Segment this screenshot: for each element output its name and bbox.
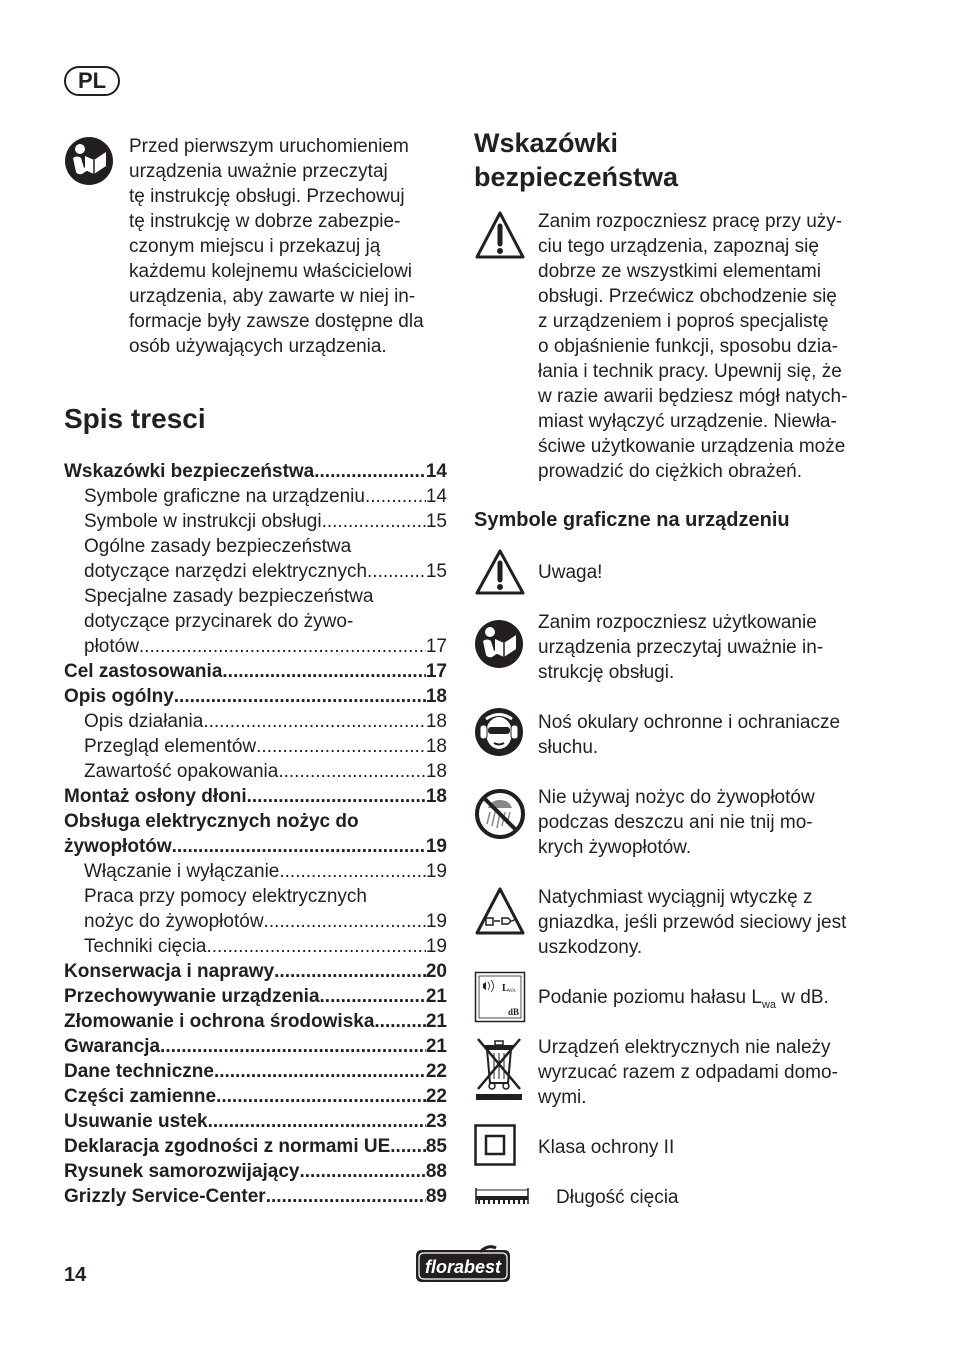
toc-entry	[64, 1084, 447, 1109]
class-ii-icon	[474, 1124, 516, 1166]
intro-line: czonym miejscu i przekazuj ją	[129, 236, 381, 257]
intro-line: osób używających urządzenia.	[129, 336, 387, 357]
toc-entry	[64, 734, 447, 759]
noise-icon-lwa: L	[502, 983, 509, 994]
noise-subscript: wa	[761, 998, 776, 1011]
toc-entry-page: 19	[425, 861, 447, 882]
symbol-line: gniazdka, jeśli przewód sieciowy jest	[538, 912, 847, 933]
toc-entry-page: 19	[425, 836, 447, 857]
toc-entry-title: Symbole w instrukcji obsługi	[84, 511, 322, 532]
toc-entry	[64, 1034, 447, 1059]
toc-dots	[365, 484, 426, 509]
safety-line: Zanim rozpoczniesz pracę przy uży-	[538, 211, 843, 232]
toc-entry	[64, 559, 447, 584]
toc-dots	[278, 759, 426, 784]
symbol-line: Urządzeń elektrycznych nie należy	[538, 1037, 831, 1058]
toc-entry-page: 18	[425, 761, 447, 782]
toc-dots	[367, 559, 426, 584]
toc-entry-page: 20	[425, 961, 447, 982]
symbol-line: urządzenia przeczytaj uważnie in-	[538, 637, 824, 658]
symbol-text-eye-ear	[538, 710, 840, 760]
florabest-logo	[410, 1244, 516, 1286]
toc-entry-page: 17	[425, 661, 447, 682]
language-badge: PL	[64, 66, 120, 96]
toc-entry	[64, 634, 447, 659]
toc-dots	[139, 634, 426, 659]
toc-entry-title: Przechowywanie urządzenia	[64, 986, 320, 1007]
toc-dots	[314, 459, 426, 484]
toc-entry	[64, 784, 447, 809]
toc-dots	[208, 1109, 426, 1134]
read-manual-icon	[474, 619, 524, 669]
safety-line: miast wyłączyć urządzenie. Niewła-	[538, 411, 837, 432]
toc-entry-page: 22	[425, 1086, 447, 1107]
symbol-line: uszkodzony.	[538, 937, 643, 958]
toc-dots	[374, 1009, 425, 1034]
logo-text: florabest	[424, 1257, 502, 1277]
toc-entry-page: 15	[425, 561, 447, 582]
toc-entry-title: Dane techniczne	[64, 1061, 214, 1082]
toc-entry-page: 89	[425, 1186, 447, 1207]
toc-dots	[279, 859, 426, 884]
toc-entry-title: Deklaracja zgodności z normami UE	[64, 1136, 391, 1157]
symbol-line: wymi.	[538, 1087, 587, 1108]
intro-line: Przed pierwszym uruchomieniem	[129, 136, 409, 157]
toc-entry-line: dotyczące przycinarek do żywo-	[84, 611, 354, 632]
safety-line: prowadzić do ciężkich obrażeń.	[538, 461, 803, 482]
toc-entry-line: Obsługa elektrycznych nożyc do	[64, 811, 359, 832]
warning-triangle-icon	[474, 210, 526, 260]
toc-dots	[203, 709, 426, 734]
toc-title: Spis tresci	[64, 403, 206, 434]
weee-bin-icon	[474, 1037, 524, 1103]
symbol-line: Zanim rozpoczniesz użytkowanie	[538, 612, 817, 633]
toc-entry	[64, 1059, 447, 1084]
intro-text	[129, 134, 449, 359]
toc-dots	[216, 1084, 426, 1109]
toc-entry	[64, 1109, 447, 1134]
toc-entry	[64, 834, 447, 859]
toc-entry-line: Ogólne zasady bezpieczeństwa	[84, 536, 352, 557]
toc-entry	[64, 509, 447, 534]
intro-line: urządzenia, aby zawarte w niej in-	[129, 286, 416, 307]
toc-entry	[64, 659, 447, 684]
toc-entry-page: 15	[425, 511, 447, 532]
toc-entry-title: Opis działania	[84, 711, 204, 732]
toc-dots	[390, 1134, 426, 1159]
safety-line: dobrze ze wszystkimi elementami	[538, 261, 821, 282]
toc-entry-title: Gwarancja	[64, 1036, 161, 1057]
safety-line: ciu tego urządzenia, zapoznaj się	[538, 236, 819, 257]
toc-entry-title: Przegląd elementów	[84, 736, 257, 757]
toc-entry	[64, 1184, 447, 1209]
toc-entry-title: Włączanie i wyłączanie	[84, 861, 280, 882]
noise-icon-db: dB	[508, 1007, 520, 1017]
toc-entry-page: 21	[425, 986, 447, 1007]
symbol-text-no-rain	[538, 785, 815, 860]
toc-dots	[256, 734, 426, 759]
toc-entry-title: płotów	[84, 636, 139, 657]
toc-dots	[322, 509, 426, 534]
unplug-warning-icon	[474, 886, 526, 936]
toc-entry-page: 19	[425, 911, 447, 932]
toc-entry	[64, 959, 447, 984]
toc-entry-title: Usuwanie ustek	[64, 1111, 208, 1132]
symbol-line: Klasa ochrony II	[538, 1137, 675, 1158]
symbol-line: Noś okulary ochronne i ochraniacze	[538, 712, 841, 733]
toc-entry	[64, 684, 447, 709]
toc-entry-page: 17	[425, 636, 447, 657]
toc-entry-page: 21	[425, 1036, 447, 1057]
symbol-text-cutting-length	[556, 1185, 679, 1210]
page-number: 14	[64, 1264, 87, 1286]
table-of-contents	[64, 459, 447, 1209]
symbol-line: Nie używaj nożyc do żywopłotów	[538, 787, 815, 808]
noise-level-icon	[474, 971, 526, 1023]
toc-entry-title: Techniki cięcia	[84, 936, 207, 957]
toc-dots	[172, 834, 426, 859]
toc-entry	[64, 1009, 447, 1034]
symbol-line: podczas deszczu ani nie tnij mo-	[538, 812, 813, 833]
toc-dots	[207, 934, 426, 959]
cutting-length-icon	[472, 1184, 532, 1208]
toc-entry-page: 18	[425, 686, 447, 707]
intro-line: urządzenia uważnie przeczytaj	[129, 161, 388, 182]
intro-line: tę instrukcję obsługi. Przechowuj	[129, 186, 405, 207]
symbol-text-noise	[538, 985, 829, 1018]
toc-entry-title: Cel zastosowania	[64, 661, 223, 682]
toc-entry-title: żywopłotów	[64, 836, 172, 857]
symbols-title: Symbole graficzne na urządzeniu	[474, 509, 790, 531]
symbol-text-read-manual	[538, 610, 823, 685]
safety-title-line-2: bezpieczeństwa	[474, 162, 679, 192]
symbol-line: Natychmiast wyciągnij wtyczkę z	[538, 887, 813, 908]
toc-entry-page: 18	[425, 736, 447, 757]
safety-line: łania i technik pracy. Upewnij się, że	[538, 361, 842, 382]
toc-entry-page: 14	[425, 461, 447, 482]
toc-entry-title: Symbole graficzne na urządzeniu	[84, 486, 365, 507]
toc-entry	[64, 759, 447, 784]
toc-entry	[64, 909, 447, 934]
noise-suffix: w dB.	[776, 987, 829, 1008]
toc-dots	[174, 684, 426, 709]
toc-entry-page: 88	[425, 1161, 447, 1182]
toc-entry-title: Rysunek samorozwijający	[64, 1161, 300, 1182]
toc-entry-title: Złomowanie i ochrona środowiska	[64, 1011, 375, 1032]
toc-entry	[64, 1159, 447, 1184]
toc-entry-title: Wskazówki bezpieczeństwa	[64, 461, 315, 482]
toc-entry-page: 18	[425, 711, 447, 732]
toc-entry-page: 14	[425, 486, 447, 507]
toc-dots	[264, 909, 426, 934]
toc-entry-title: nożyc do żywopłotów	[84, 911, 264, 932]
toc-entry-page: 18	[425, 786, 447, 807]
eye-ear-protection-icon	[474, 707, 524, 757]
intro-line: formacje były zawsze dostępne dla	[129, 311, 424, 332]
toc-entry-page: 19	[425, 936, 447, 957]
symbol-line: krych żywopłotów.	[538, 837, 692, 858]
safety-title	[474, 126, 678, 194]
safety-paragraph	[538, 209, 868, 484]
toc-entry-title: Grizzly Service-Center	[64, 1186, 266, 1207]
symbol-line: słuchu.	[538, 737, 599, 758]
toc-entry-title: Montaż osłony dłoni	[64, 786, 247, 807]
no-rain-icon	[474, 788, 526, 840]
symbol-text-warning	[538, 560, 602, 585]
toc-dots	[300, 1159, 426, 1184]
symbol-line: Długość cięcia	[556, 1187, 679, 1208]
toc-entry-page: 22	[425, 1061, 447, 1082]
toc-entry-page: 21	[425, 1011, 447, 1032]
toc-entry-page: 23	[425, 1111, 447, 1132]
toc-entry	[64, 934, 447, 959]
toc-entry-title: Zawartość opakowania	[84, 761, 279, 782]
symbol-text-unplug	[538, 885, 846, 960]
toc-entry	[64, 984, 447, 1009]
toc-entry	[64, 709, 447, 734]
safety-line: z urządzeniem i poproś specjalistę	[538, 311, 829, 332]
symbol-line: wyrzucać razem z odpadami domo-	[538, 1062, 838, 1083]
intro-line: każdemu kolejnemu właścicielowi	[129, 261, 413, 282]
toc-entry-title: Konserwacja i naprawy	[64, 961, 275, 982]
safety-line: w razie awarii będziesz mógł natych-	[538, 386, 848, 407]
toc-entry	[64, 1134, 447, 1159]
toc-entry-title: Części zamienne	[64, 1086, 217, 1107]
toc-dots	[222, 659, 425, 684]
read-manual-icon	[64, 136, 114, 186]
safety-line: ściwe użytkowanie urządzenia może	[538, 436, 846, 457]
toc-entry-title: Opis ogólny	[64, 686, 174, 707]
noise-text: Podanie poziomu hałasu L	[538, 987, 762, 1008]
toc-dots	[274, 959, 426, 984]
toc-entry-title: dotyczące narzędzi elektrycznych	[84, 561, 368, 582]
toc-dots	[160, 1034, 426, 1059]
warning-triangle-icon	[474, 548, 526, 596]
symbol-text-weee	[538, 1035, 838, 1110]
toc-dots	[247, 784, 426, 809]
toc-entry	[64, 459, 447, 484]
toc-dots	[320, 984, 426, 1009]
symbol-text-class-ii	[538, 1135, 674, 1160]
toc-entry	[64, 859, 447, 884]
toc-entry	[64, 484, 447, 509]
intro-line: tę instrukcję w dobrze zabezpie-	[129, 211, 401, 232]
toc-entry-page: 85	[425, 1136, 447, 1157]
toc-entry-line: Specjalne zasady bezpieczeństwa	[84, 586, 374, 607]
toc-entry-line: Praca przy pomocy elektrycznych	[84, 886, 367, 907]
safety-title-line-1: Wskazówki	[474, 128, 619, 158]
toc-dots	[266, 1184, 426, 1209]
safety-line: o objaśnienie funkcji, sposobu dzia-	[538, 336, 838, 357]
safety-line: obsługi. Przećwicz obchodzenie się	[538, 286, 837, 307]
noise-icon-lwa-sub: WA	[508, 989, 516, 994]
symbol-line: strukcję obsługi.	[538, 662, 675, 683]
symbol-line: Uwaga!	[538, 562, 603, 583]
toc-dots	[214, 1059, 426, 1084]
